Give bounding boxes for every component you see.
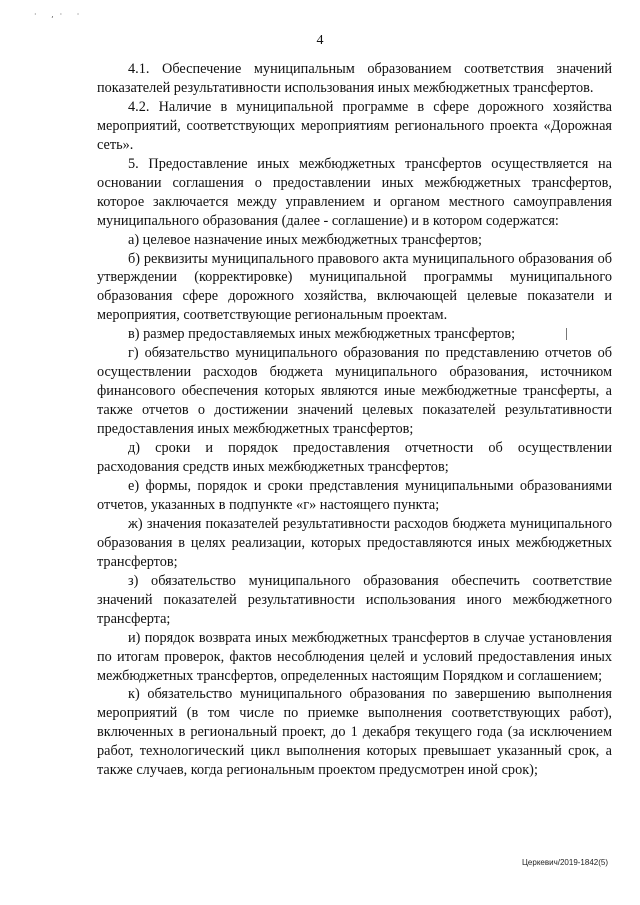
- list-item-b: б) реквизиты муниципального правового акта муниципального образования об утверждении (корректировке) муниципальной программы муниципального образования сфере дорожного хозяйства, включающей целевые показатели и мероприятия, соответствующие региональным проектам.: [97, 250, 612, 324]
- list-item-k: к) обязательство муниципального образования по завершению выполнения мероприятий (в том числе по приемке выполнения соответствующих работ), включенных в региональный проект, до 1 декабря текущего года (за исключением работ, технологический цикл выполнения которых превышает указанный срок, а также случаев, когда региональным проектом предусмотрен иной срок);: [97, 686, 612, 779]
- footer-document-reference: Церкевич/2019-1842(5): [522, 858, 608, 867]
- scan-margin-mark: [566, 328, 567, 340]
- list-item-i: и) порядок возврата иных межбюджетных трансфертов в случае установления по итогам проверок, фактов несоблюдения целей и условий предоставления иных межбюджетных трансфертов, определенных настоящим Порядком и соглашением;: [97, 629, 612, 684]
- scan-artifact-marks: · ,· ·: [34, 10, 86, 19]
- list-item-v: в) размер предоставляемых иных межбюджетных трансфертов;: [128, 326, 516, 343]
- page-number: 4: [316, 33, 324, 48]
- paragraph-4-2: 4.2. Наличие в муниципальной программе в сфере дорожного хозяйства мероприятий, соответствующих мероприятиям регионального проекта «Дорожная сеть».: [97, 98, 612, 153]
- paragraph-5: 5. Предоставление иных межбюджетных трансфертов осуществляется на основании соглашения о предоставлении иных межбюджетных трансфертов, которое заключается между управлением и органом местного самоуправления муниципального образования (далее - соглашение) и в котором содержатся:: [97, 155, 612, 229]
- list-item-a: а) целевое назначение иных межбюджетных трансфертов;: [128, 231, 482, 248]
- document-body: [97, 60, 612, 780]
- list-item-d: д) сроки и порядок предоставления отчетности об осуществлении расходования средств иных межбюджетных трансфертов;: [97, 440, 612, 476]
- list-item-zh: ж) значения показателей результативности расходов бюджета муниципального образования в целях реализации, которых предоставляются иных межбюджетных трансфертов;: [97, 515, 612, 570]
- list-item-z: з) обязательство муниципального образования обеспечить соответствие значений показателей результативности использования иного межбюджетного трансферта;: [97, 572, 612, 627]
- list-item-e: е) формы, порядок и сроки представления муниципальными образованиями отчетов, указанных в подпункте «г» настоящего пункта;: [97, 477, 612, 513]
- list-item-g: г) обязательство муниципального образования по представлению отчетов об осуществлении расходов бюджета муниципального образования, источником финансового обеспечения которых являются иные межбюджетные трансферты, а также отчетов о достижении значений целевых показателей результативности предоставления иных межбюджетных трансфертов;: [97, 345, 612, 438]
- paragraph-4-1: 4.1. Обеспечение муниципальным образованием соответствия значений показателей результативности использования иных межбюджетных трансфертов.: [97, 61, 612, 96]
